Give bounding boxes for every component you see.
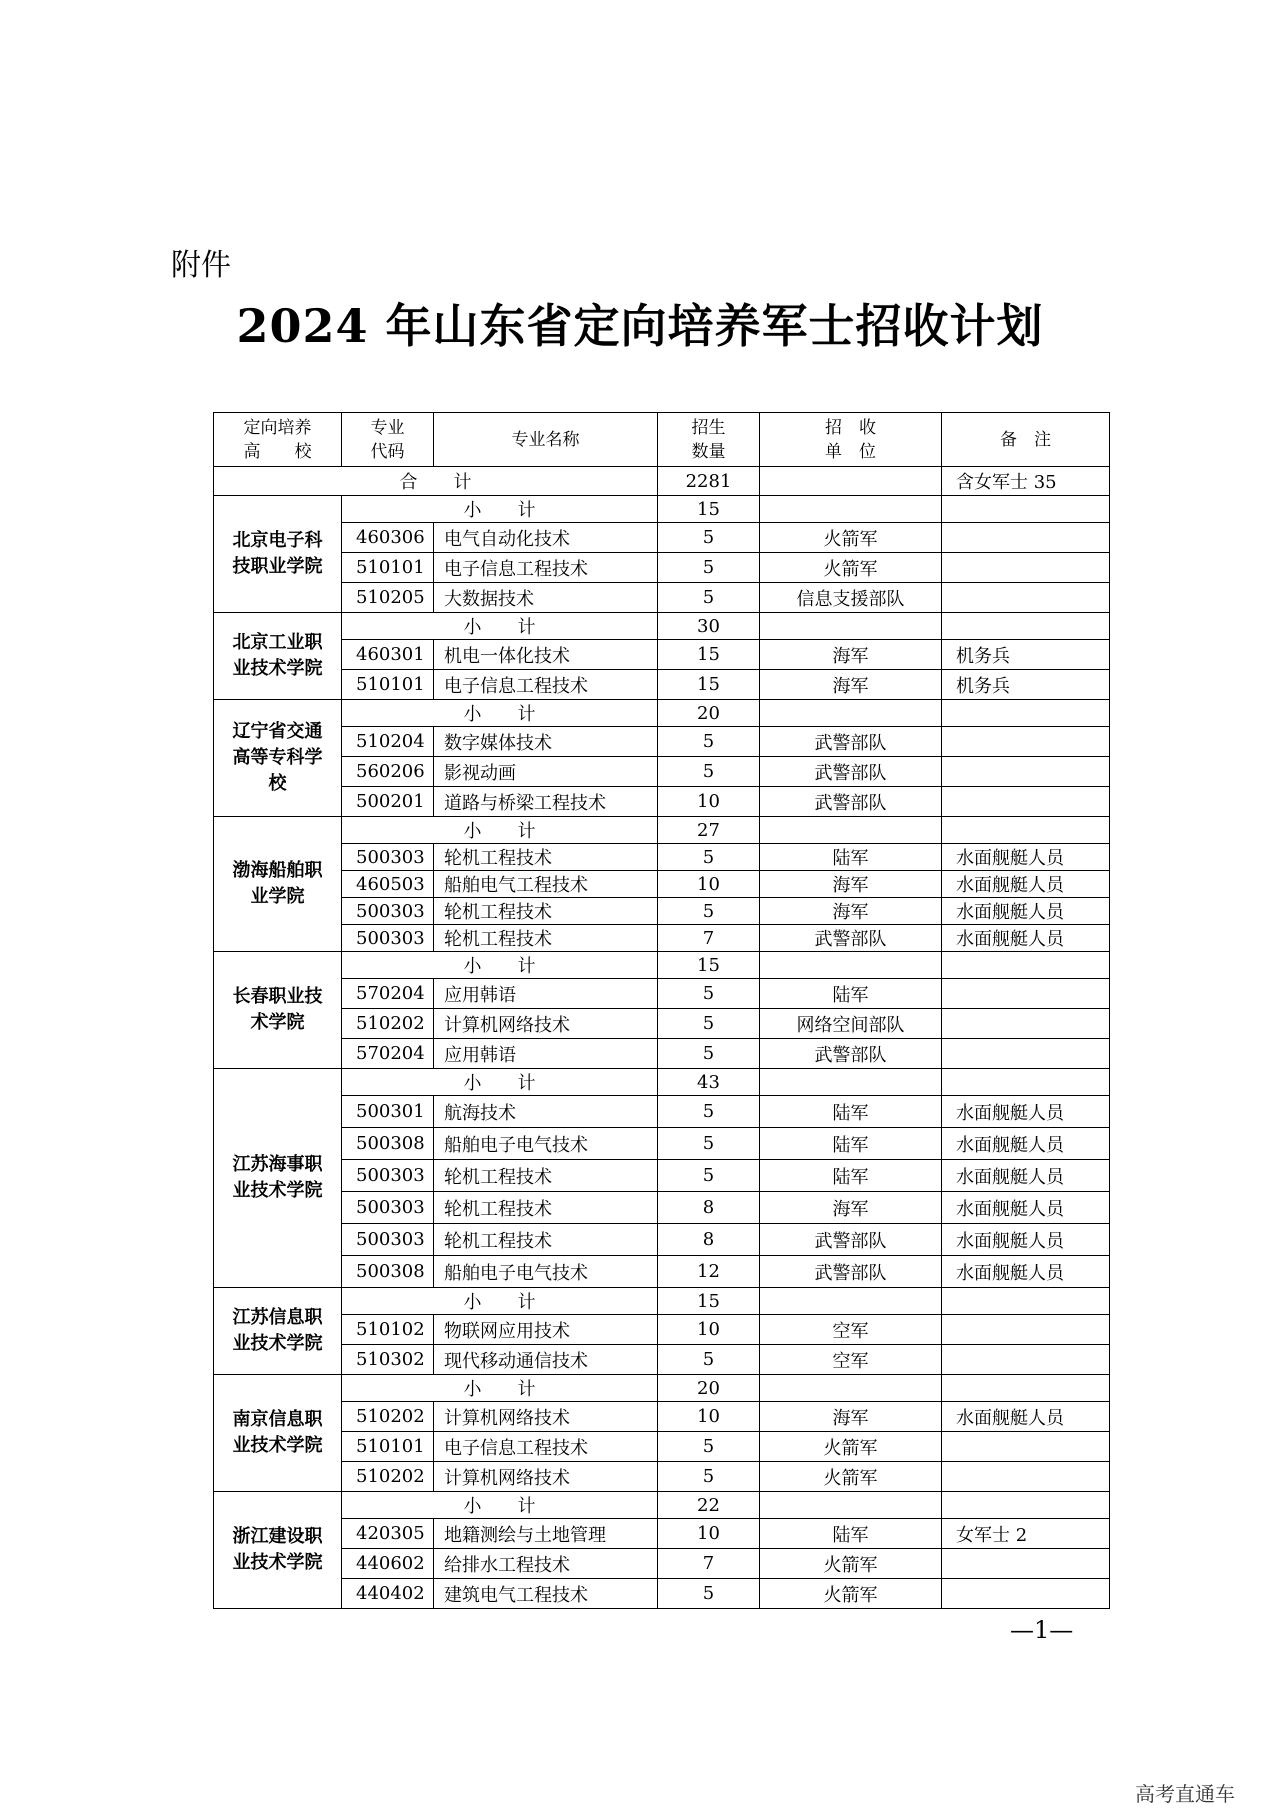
remark (942, 979, 1110, 1009)
subtotal-note (942, 613, 1110, 640)
subtotal-label: 小 计 (342, 952, 658, 979)
remark: 水面舰艇人员 (942, 1224, 1110, 1256)
recruiting-unit: 陆军 (760, 1160, 942, 1192)
major-name: 机电一体化技术 (434, 640, 658, 670)
total-label: 合 计 (214, 467, 658, 496)
recruiting-unit: 陆军 (760, 1519, 942, 1549)
quota: 15 (658, 670, 760, 700)
total-row (214, 467, 1110, 496)
quota: 7 (658, 1549, 760, 1579)
recruiting-unit: 火箭军 (760, 523, 942, 553)
recruiting-unit: 武警部队 (760, 1224, 942, 1256)
remark: 水面舰艇人员 (942, 1128, 1110, 1160)
recruiting-unit: 海军 (760, 640, 942, 670)
quota: 5 (658, 1462, 760, 1492)
header-code: 专业 代码 (342, 413, 434, 467)
quota: 10 (658, 787, 760, 817)
subtotal-note (942, 1492, 1110, 1519)
major-name: 电子信息工程技术 (434, 553, 658, 583)
major-name: 电子信息工程技术 (434, 1432, 658, 1462)
recruiting-unit: 武警部队 (760, 1039, 942, 1069)
remark: 女军士 2 (942, 1519, 1110, 1549)
school-name: 长春职业技术学院 (214, 952, 342, 1069)
school-name: 江苏信息职业技术学院 (214, 1288, 342, 1375)
major-name: 应用韩语 (434, 979, 658, 1009)
table-row (214, 640, 1110, 670)
table-row (214, 1345, 1110, 1375)
major-name: 轮机工程技术 (434, 1192, 658, 1224)
major-code: 510202 (342, 1009, 434, 1039)
header-note: 备 注 (942, 413, 1110, 467)
subtotal-quota: 15 (658, 1288, 760, 1315)
table-row (214, 1432, 1110, 1462)
table-row (214, 787, 1110, 817)
table-row (214, 1579, 1110, 1609)
major-name: 船舶电子电气技术 (434, 1128, 658, 1160)
subtotal-unit (760, 1069, 942, 1096)
recruiting-unit: 陆军 (760, 1096, 942, 1128)
subtotal-unit (760, 700, 942, 727)
remark: 水面舰艇人员 (942, 871, 1110, 898)
quota: 5 (658, 523, 760, 553)
table-row (214, 1160, 1110, 1192)
subtotal-unit (760, 952, 942, 979)
header-major: 专业名称 (434, 413, 658, 467)
table-row (214, 844, 1110, 871)
quota: 5 (658, 1009, 760, 1039)
recruiting-unit: 火箭军 (760, 553, 942, 583)
table-row (214, 1402, 1110, 1432)
remark: 机务兵 (942, 640, 1110, 670)
major-name: 物联网应用技术 (434, 1315, 658, 1345)
recruiting-unit: 陆军 (760, 979, 942, 1009)
remark (942, 727, 1110, 757)
major-name: 大数据技术 (434, 583, 658, 613)
remark: 机务兵 (942, 670, 1110, 700)
subtotal-row (214, 1492, 1110, 1519)
quota: 8 (658, 1224, 760, 1256)
remark (942, 757, 1110, 787)
major-code: 440602 (342, 1549, 434, 1579)
remark: 水面舰艇人员 (942, 844, 1110, 871)
subtotal-quota: 15 (658, 496, 760, 523)
major-code: 510102 (342, 1315, 434, 1345)
major-name: 建筑电气工程技术 (434, 1579, 658, 1609)
major-code: 500301 (342, 1096, 434, 1128)
recruiting-unit: 海军 (760, 898, 942, 925)
school-name: 江苏海事职业技术学院 (214, 1069, 342, 1288)
quota: 10 (658, 1519, 760, 1549)
subtotal-row (214, 1069, 1110, 1096)
table-row (214, 1256, 1110, 1288)
quota: 10 (658, 1315, 760, 1345)
table-header-row (214, 413, 1110, 467)
recruiting-unit: 信息支援部队 (760, 583, 942, 613)
major-name: 计算机网络技术 (434, 1009, 658, 1039)
recruiting-unit: 网络空间部队 (760, 1009, 942, 1039)
major-name: 道路与桥梁工程技术 (434, 787, 658, 817)
major-name: 地籍测绘与土地管理 (434, 1519, 658, 1549)
subtotal-unit (760, 1375, 942, 1402)
subtotal-quota: 43 (658, 1069, 760, 1096)
quota: 5 (658, 1345, 760, 1375)
quota: 5 (658, 757, 760, 787)
enrollment-plan-table (213, 412, 1110, 1609)
subtotal-quota: 27 (658, 817, 760, 844)
remark: 水面舰艇人员 (942, 1402, 1110, 1432)
quota: 5 (658, 553, 760, 583)
major-name: 计算机网络技术 (434, 1462, 658, 1492)
recruiting-unit: 海军 (760, 871, 942, 898)
major-code: 460306 (342, 523, 434, 553)
table-row (214, 523, 1110, 553)
major-code: 500201 (342, 787, 434, 817)
remark (942, 1009, 1110, 1039)
table-row (214, 1549, 1110, 1579)
quota: 5 (658, 1039, 760, 1069)
table-row (214, 1192, 1110, 1224)
major-name: 轮机工程技术 (434, 844, 658, 871)
total-quota: 2281 (658, 467, 760, 496)
major-name: 船舶电子电气技术 (434, 1256, 658, 1288)
total-note: 含女军士 35 (942, 467, 1110, 496)
major-code: 510101 (342, 553, 434, 583)
major-code: 510205 (342, 583, 434, 613)
recruiting-unit: 武警部队 (760, 787, 942, 817)
quota: 5 (658, 1160, 760, 1192)
major-code: 560206 (342, 757, 434, 787)
quota: 5 (658, 898, 760, 925)
table-row (214, 553, 1110, 583)
major-name: 轮机工程技术 (434, 1160, 658, 1192)
subtotal-quota: 15 (658, 952, 760, 979)
quota: 8 (658, 1192, 760, 1224)
subtotal-unit (760, 817, 942, 844)
recruiting-unit: 陆军 (760, 1128, 942, 1160)
remark (942, 787, 1110, 817)
major-code: 500303 (342, 1160, 434, 1192)
subtotal-quota: 20 (658, 700, 760, 727)
subtotal-note (942, 1288, 1110, 1315)
major-name: 船舶电气工程技术 (434, 871, 658, 898)
major-name: 数字媒体技术 (434, 727, 658, 757)
subtotal-note (942, 700, 1110, 727)
quota: 5 (658, 727, 760, 757)
recruiting-unit: 武警部队 (760, 727, 942, 757)
school-name: 北京工业职业技术学院 (214, 613, 342, 700)
table-row (214, 1039, 1110, 1069)
subtotal-quota: 22 (658, 1492, 760, 1519)
major-code: 510101 (342, 1432, 434, 1462)
remark (942, 1315, 1110, 1345)
quota: 5 (658, 1579, 760, 1609)
recruiting-unit: 海军 (760, 1192, 942, 1224)
remark: 水面舰艇人员 (942, 925, 1110, 952)
table-row (214, 1096, 1110, 1128)
header-unit: 招 收 单 位 (760, 413, 942, 467)
major-code: 570204 (342, 979, 434, 1009)
major-name: 轮机工程技术 (434, 1224, 658, 1256)
quota: 10 (658, 1402, 760, 1432)
major-code: 440402 (342, 1579, 434, 1609)
subtotal-label: 小 计 (342, 1375, 658, 1402)
subtotal-row (214, 1375, 1110, 1402)
subtotal-row (214, 496, 1110, 523)
major-code: 420305 (342, 1519, 434, 1549)
subtotal-unit (760, 1288, 942, 1315)
subtotal-quota: 20 (658, 1375, 760, 1402)
subtotal-note (942, 952, 1110, 979)
recruiting-unit: 海军 (760, 1402, 942, 1432)
recruiting-unit: 海军 (760, 670, 942, 700)
recruiting-unit: 火箭军 (760, 1462, 942, 1492)
header-school: 定向培养 高 校 (214, 413, 342, 467)
major-name: 计算机网络技术 (434, 1402, 658, 1432)
table-row (214, 1462, 1110, 1492)
remark (942, 553, 1110, 583)
remark (942, 1345, 1110, 1375)
major-name: 轮机工程技术 (434, 898, 658, 925)
remark (942, 1549, 1110, 1579)
major-code: 510204 (342, 727, 434, 757)
header-quota: 招生 数量 (658, 413, 760, 467)
subtotal-note (942, 817, 1110, 844)
table-row (214, 1519, 1110, 1549)
school-name: 辽宁省交通高等专科学校 (214, 700, 342, 817)
major-code: 460301 (342, 640, 434, 670)
subtotal-row (214, 613, 1110, 640)
major-name: 轮机工程技术 (434, 925, 658, 952)
recruiting-unit: 火箭军 (760, 1579, 942, 1609)
subtotal-unit (760, 613, 942, 640)
school-name: 南京信息职业技术学院 (214, 1375, 342, 1492)
table-row (214, 925, 1110, 952)
recruiting-unit: 武警部队 (760, 757, 942, 787)
attachment-label: 附件 (171, 248, 231, 283)
school-name: 渤海船舶职业学院 (214, 817, 342, 952)
recruiting-unit: 空军 (760, 1315, 942, 1345)
recruiting-unit: 空军 (760, 1345, 942, 1375)
quota: 5 (658, 1096, 760, 1128)
quota: 5 (658, 1432, 760, 1462)
quota: 10 (658, 871, 760, 898)
remark: 水面舰艇人员 (942, 1096, 1110, 1128)
major-code: 500303 (342, 844, 434, 871)
subtotal-label: 小 计 (342, 496, 658, 523)
major-name: 航海技术 (434, 1096, 658, 1128)
remark: 水面舰艇人员 (942, 1256, 1110, 1288)
recruiting-unit: 武警部队 (760, 925, 942, 952)
remark (942, 1462, 1110, 1492)
major-code: 510202 (342, 1462, 434, 1492)
major-code: 510302 (342, 1345, 434, 1375)
quota: 5 (658, 1128, 760, 1160)
watermark: 高考直通车 (1135, 1782, 1235, 1806)
quota: 5 (658, 844, 760, 871)
table-row (214, 979, 1110, 1009)
remark (942, 1579, 1110, 1609)
subtotal-row (214, 1288, 1110, 1315)
remark (942, 1432, 1110, 1462)
subtotal-label: 小 计 (342, 817, 658, 844)
table-row (214, 583, 1110, 613)
page-number: —1— (1010, 1616, 1074, 1644)
table-row (214, 670, 1110, 700)
subtotal-label: 小 计 (342, 1288, 658, 1315)
table-row (214, 871, 1110, 898)
subtotal-row (214, 700, 1110, 727)
remark (942, 583, 1110, 613)
major-name: 电子信息工程技术 (434, 670, 658, 700)
school-name: 北京电子科技职业学院 (214, 496, 342, 613)
major-name: 现代移动通信技术 (434, 1345, 658, 1375)
quota: 5 (658, 583, 760, 613)
table-row (214, 1009, 1110, 1039)
recruiting-unit: 武警部队 (760, 1256, 942, 1288)
major-code: 500303 (342, 1192, 434, 1224)
school-name: 浙江建设职业技术学院 (214, 1492, 342, 1609)
major-name: 影视动画 (434, 757, 658, 787)
subtotal-row (214, 817, 1110, 844)
page-title: 2024 年山东省定向培养军士招收计划 (236, 299, 1044, 353)
major-code: 570204 (342, 1039, 434, 1069)
subtotal-label: 小 计 (342, 1492, 658, 1519)
subtotal-unit (760, 496, 942, 523)
table-row (214, 898, 1110, 925)
remark: 水面舰艇人员 (942, 1192, 1110, 1224)
major-name: 应用韩语 (434, 1039, 658, 1069)
subtotal-row (214, 952, 1110, 979)
total-unit (760, 467, 942, 496)
subtotal-label: 小 计 (342, 1069, 658, 1096)
remark: 水面舰艇人员 (942, 1160, 1110, 1192)
recruiting-unit: 陆军 (760, 844, 942, 871)
major-name: 给排水工程技术 (434, 1549, 658, 1579)
subtotal-note (942, 1069, 1110, 1096)
major-code: 500308 (342, 1256, 434, 1288)
subtotal-unit (760, 1492, 942, 1519)
subtotal-label: 小 计 (342, 700, 658, 727)
quota: 12 (658, 1256, 760, 1288)
table-row (214, 1315, 1110, 1345)
major-code: 500303 (342, 925, 434, 952)
major-name: 电气自动化技术 (434, 523, 658, 553)
recruiting-unit: 火箭军 (760, 1432, 942, 1462)
major-code: 460503 (342, 871, 434, 898)
major-code: 500308 (342, 1128, 434, 1160)
quota: 5 (658, 979, 760, 1009)
table-row (214, 757, 1110, 787)
subtotal-label: 小 计 (342, 613, 658, 640)
subtotal-note (942, 496, 1110, 523)
major-code: 510202 (342, 1402, 434, 1432)
recruiting-unit: 火箭军 (760, 1549, 942, 1579)
table-row (214, 1128, 1110, 1160)
subtotal-quota: 30 (658, 613, 760, 640)
remark (942, 523, 1110, 553)
remark: 水面舰艇人员 (942, 898, 1110, 925)
table-row (214, 727, 1110, 757)
major-code: 510101 (342, 670, 434, 700)
subtotal-note (942, 1375, 1110, 1402)
table-row (214, 1224, 1110, 1256)
major-code: 500303 (342, 1224, 434, 1256)
quota: 15 (658, 640, 760, 670)
quota: 7 (658, 925, 760, 952)
major-code: 500303 (342, 898, 434, 925)
remark (942, 1039, 1110, 1069)
